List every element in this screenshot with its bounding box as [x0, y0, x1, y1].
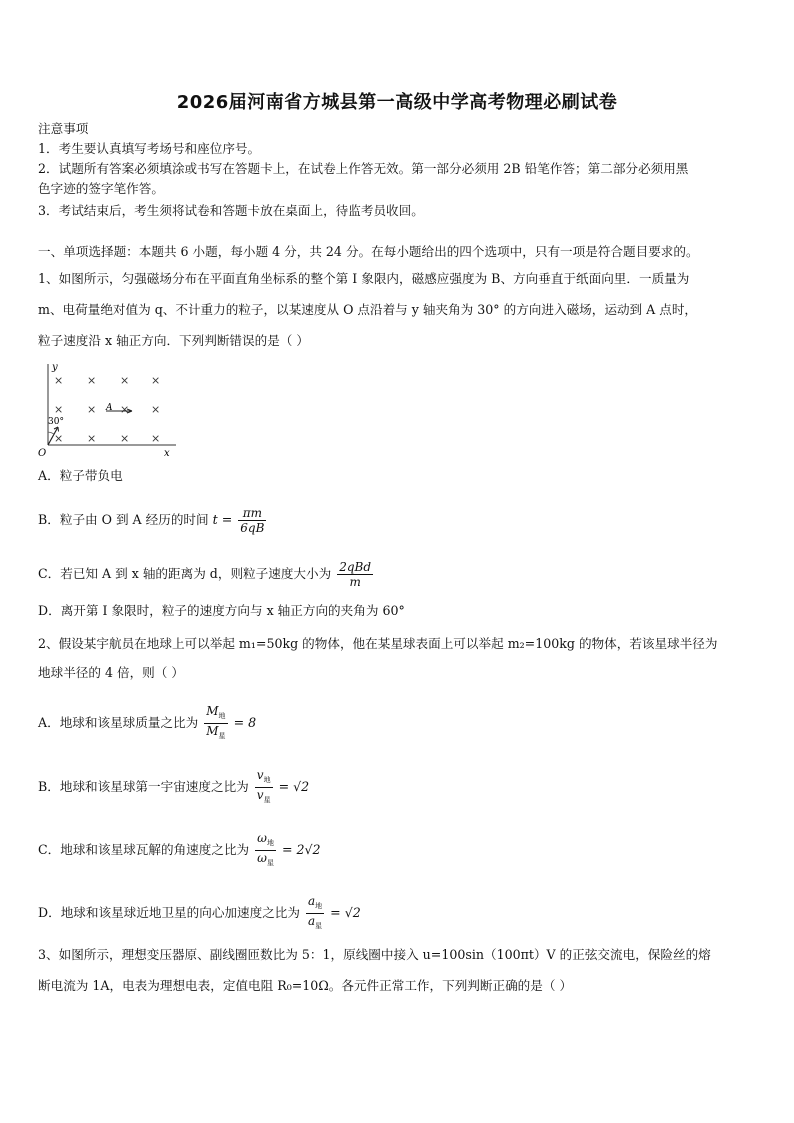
question-2-option-d	[38, 894, 361, 933]
field-cross-mark: ×	[151, 432, 161, 445]
question-2-stem: 2、假设某宇航员在地球上可以举起 m₁=50kg 的物体，他在某星球表面上可以举起 m₂=100kg 的物体，若该星球半径为	[38, 636, 718, 651]
notice-item: 1．考生要认真填写考场号和座位序号。	[38, 141, 261, 156]
ratio-value: = 2√2	[281, 842, 321, 857]
field-cross-mark: ×	[54, 432, 64, 445]
fraction-denominator: 6qB	[240, 521, 265, 535]
question-2-option-b	[38, 768, 309, 807]
field-cross-mark: ×	[87, 374, 97, 387]
fraction-numerator: $\omega_地$	[255, 831, 276, 851]
notice-item: 色字迹的签字笔作答。	[38, 181, 164, 196]
ratio-value: = √2	[278, 779, 310, 794]
question-3-stem: 3、如图所示，理想变压器原、副线圈匝数比为 5：1，原线圈中接入 u=100sin（100πt）V 的正弦交流电，保险丝的熔	[38, 947, 711, 962]
formula-variable: t =	[212, 512, 233, 527]
question-1-option-b	[38, 506, 268, 535]
field-cross-mark: ×	[87, 403, 97, 416]
angle-label: 30°	[48, 417, 64, 427]
question-3-stem: 断电流为 1A，电表为理想电表，定值电阻 R₀=10Ω。各元件正常工作，下列判断正确的是（ ）	[38, 978, 573, 993]
option-text: D．地球和该星球近地卫星的向心加速度之比为	[38, 905, 300, 920]
ratio-value: = √2	[330, 905, 361, 920]
field-cross-mark: ×	[120, 403, 130, 416]
fraction-numerator: $a_地$	[306, 894, 324, 914]
field-cross-mark: ×	[151, 374, 161, 387]
fraction-numerator: $v_地$	[255, 768, 273, 788]
y-axis-label: y	[52, 362, 58, 373]
fraction	[306, 894, 324, 933]
fraction-denominator: $M_星$	[206, 724, 226, 740]
fraction-denominator: $\omega_星$	[257, 851, 274, 867]
option-text: C．若已知 A 到 x 轴的距离为 d，则粒子速度大小为	[38, 566, 332, 581]
field-cross-mark: ×	[54, 374, 64, 387]
question-1-option-d: D．离开第 I 象限时，粒子的速度方向与 x 轴正方向的夹角为 60°	[38, 603, 405, 618]
ratio-value: = 8	[233, 715, 257, 730]
fraction	[255, 768, 273, 807]
option-text: C．地球和该星球瓦解的角速度之比为	[38, 842, 250, 857]
question-2-option-c	[38, 831, 321, 870]
fraction	[255, 831, 276, 870]
page-title: 2026届河南省方城县第一高级中学高考物理必刷试卷	[176, 92, 618, 113]
field-cross-mark: ×	[54, 403, 64, 416]
fraction-denominator: m	[349, 575, 361, 589]
option-text: B．粒子由 O 到 A 经历的时间	[38, 512, 209, 527]
fraction-denominator: $v_星$	[256, 788, 271, 804]
question-1-option-c	[38, 560, 375, 589]
field-cross-mark: ×	[120, 432, 130, 445]
fraction	[337, 560, 373, 589]
question-1-stem: 粒子速度沿 x 轴正方向．下列判断错误的是（ ）	[38, 333, 309, 348]
point-a-label: A	[106, 403, 113, 413]
field-cross-mark: ×	[151, 403, 161, 416]
option-text: B．地球和该星球第一宇宙速度之比为	[38, 779, 249, 794]
fraction-denominator: $a_星$	[308, 914, 323, 930]
field-cross-mark: ×	[87, 432, 97, 445]
question-2-stem: 地球半径的 4 倍，则（ ）	[38, 665, 184, 680]
fraction-numerator: πm	[238, 506, 266, 521]
question-2-option-a	[38, 704, 256, 743]
question-1-option-a: A．粒子带负电	[38, 468, 123, 483]
notice-item: 3．考试结束后，考生须将试卷和答题卡放在桌面上，待监考员收回。	[38, 203, 424, 218]
fraction-numerator: 2qBd	[339, 560, 372, 574]
origin-label: O	[38, 448, 47, 459]
fraction-numerator: $M_地$	[204, 704, 227, 724]
question-1-stem: 1、如图所示，匀强磁场分布在平面直角坐标系的整个第 I 象限内，磁感应强度为 B、方向垂直于纸面向里．一质量为	[38, 271, 690, 286]
x-axis-label: x	[164, 448, 170, 459]
question-1-stem: m、电荷量绝对值为 q、不计重力的粒子，以某速度从 O 点沿着与 y 轴夹角为 30° 的方向进入磁场，运动到 A 点时，	[38, 302, 698, 317]
notice-item: 2．试题所有答案必须填涂或书写在答题卡上，在试卷上作答无效。第一部分必须用 2B 铅笔作答；第二部分必须用黑	[38, 161, 689, 176]
magnetic-field-figure	[36, 360, 186, 460]
option-text: A．地球和该星球质量之比为	[38, 715, 199, 730]
notice-heading: 注意事项	[38, 121, 89, 136]
field-cross-mark: ×	[120, 374, 130, 387]
fraction	[204, 704, 227, 743]
fraction	[238, 506, 266, 535]
section-heading: 一、单项选择题：本题共 6 小题，每小题 4 分，共 24 分。在每小题给出的四个选项中，只有一项是符合题目要求的。	[38, 244, 699, 259]
